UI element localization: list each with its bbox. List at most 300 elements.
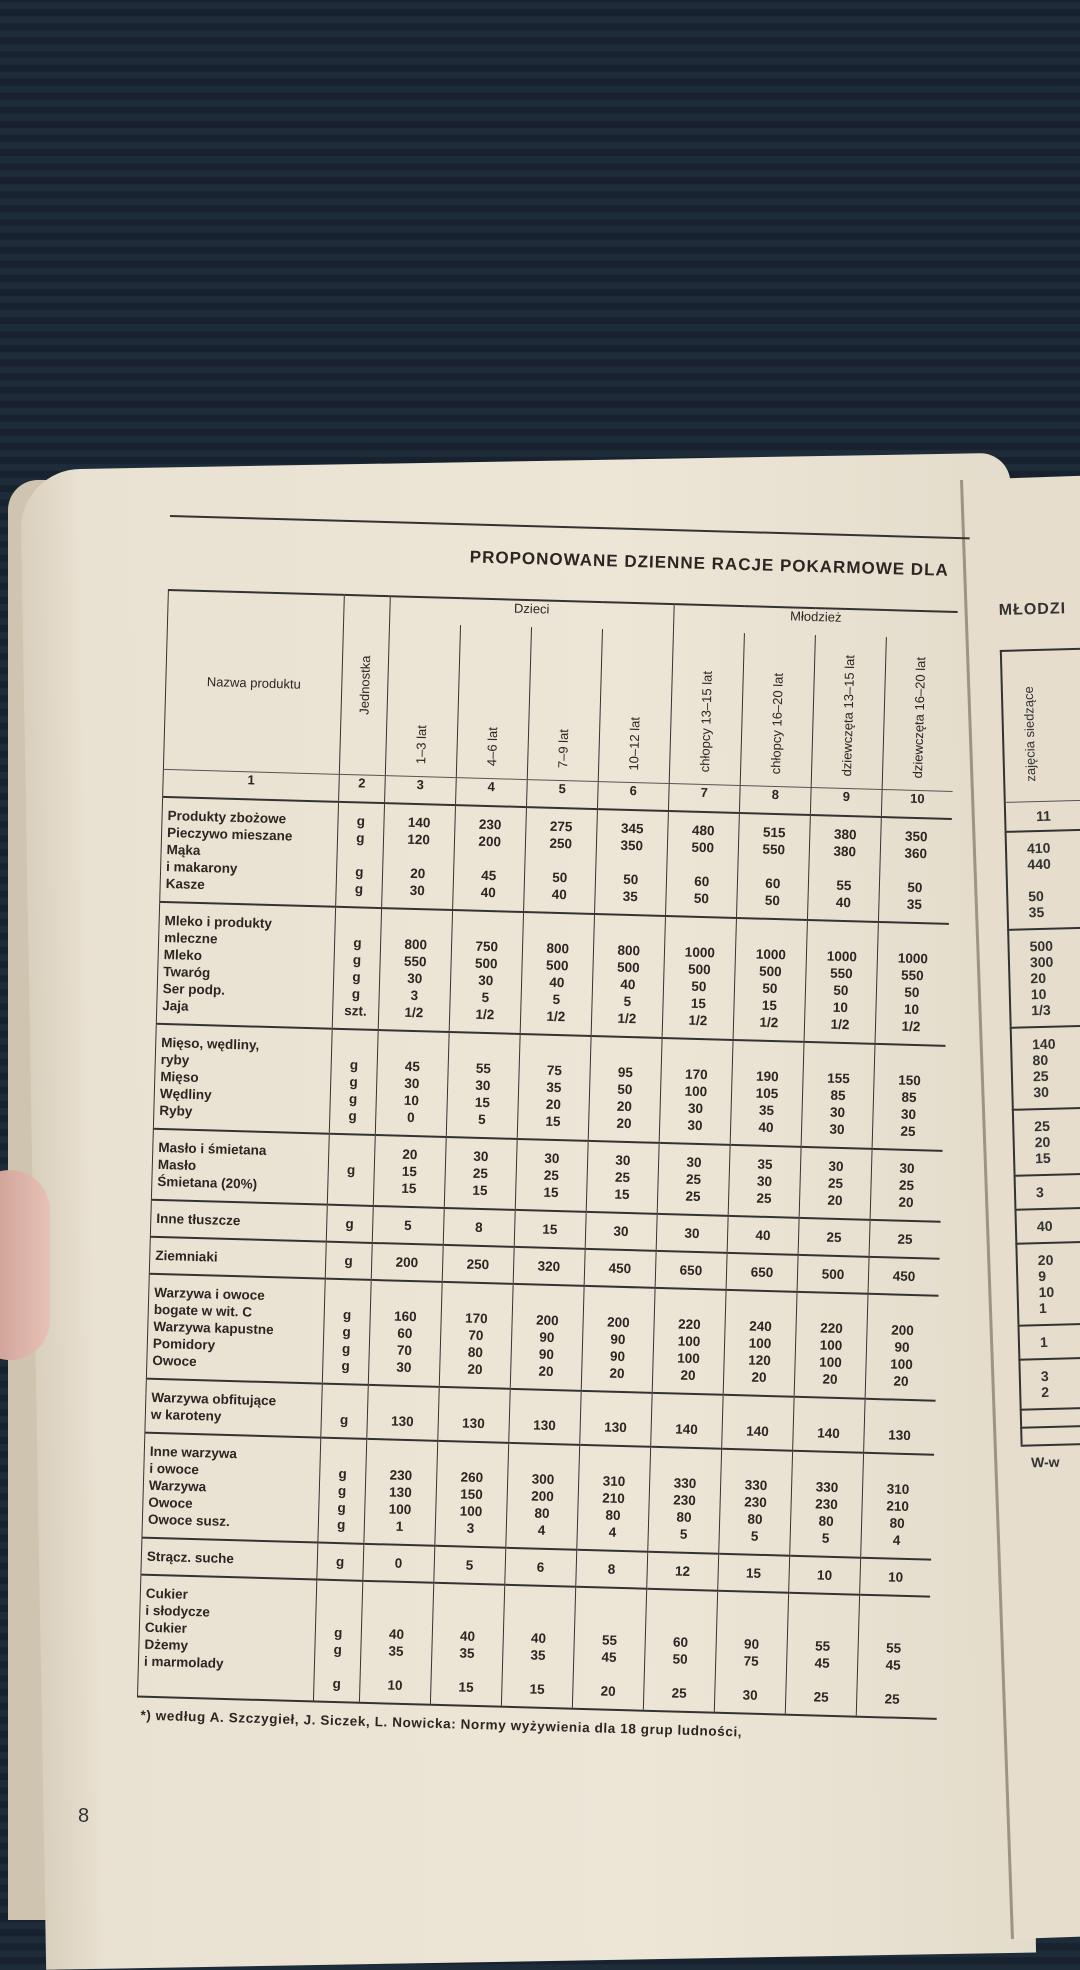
value: 35 <box>530 1647 546 1663</box>
unit-cell <box>327 1134 375 1206</box>
product-name-cell <box>151 1129 329 1205</box>
right-column-values: 140 80 25 30 <box>1010 1023 1080 1109</box>
unit <box>335 917 380 935</box>
unit: g <box>356 830 365 846</box>
value: 75 <box>743 1653 759 1669</box>
header-column <box>811 635 886 789</box>
value: 350 <box>904 828 928 845</box>
unit: g <box>336 1517 346 1533</box>
value-cell <box>656 1214 728 1253</box>
unit <box>316 1607 361 1625</box>
table-row-group <box>138 1575 931 1718</box>
value: 20 <box>893 1373 909 1389</box>
value: 55 <box>836 877 852 894</box>
value: 3 <box>410 987 419 1004</box>
value: 80 <box>747 1511 763 1527</box>
value <box>510 1399 580 1418</box>
value: 15 <box>401 1180 417 1197</box>
value: 100 <box>684 1083 708 1100</box>
value: 50 <box>623 871 639 888</box>
unit <box>315 1657 360 1675</box>
value: 90 <box>610 1331 626 1348</box>
value <box>504 1612 574 1631</box>
value: 20 <box>467 1361 483 1378</box>
value <box>662 1048 732 1067</box>
product-name: Mleko i produkty <box>164 913 273 932</box>
value: 1/2 <box>688 1012 708 1029</box>
value <box>726 1300 796 1319</box>
value-cell <box>799 1147 872 1220</box>
value: 5 <box>552 991 561 1008</box>
value: 5 <box>477 1111 486 1128</box>
value: 100 <box>677 1333 701 1350</box>
unit: g <box>355 864 364 880</box>
value: 240 <box>748 1318 772 1335</box>
product-name-cell <box>153 1024 332 1134</box>
value: 80 <box>534 1505 550 1521</box>
value <box>717 1618 787 1637</box>
value <box>792 1461 862 1480</box>
value-cell <box>579 1391 652 1447</box>
value: 30 <box>687 1100 704 1117</box>
value: 1/2 <box>404 1004 424 1021</box>
product-name: ryby <box>160 1051 190 1068</box>
unit: g <box>352 969 361 985</box>
value <box>863 1463 933 1482</box>
value <box>513 1294 583 1313</box>
unit <box>328 1178 373 1196</box>
value <box>433 1610 503 1629</box>
value: 480 <box>691 822 715 839</box>
value: 90 <box>894 1339 910 1355</box>
header-unit-label: Jednostka <box>356 655 373 716</box>
value-cell <box>368 1280 442 1387</box>
value: 500 <box>687 961 711 978</box>
product-name: Twaróg <box>163 963 211 981</box>
value: 5 <box>465 1557 474 1573</box>
value: 10 <box>887 1569 904 1585</box>
product-name: Produkty zbożowe <box>167 808 287 827</box>
unit: g <box>333 1625 343 1641</box>
value <box>786 1671 856 1690</box>
value-cell <box>514 1210 586 1249</box>
value <box>797 1302 867 1321</box>
value-cell <box>446 1032 520 1139</box>
product-name: i makarony <box>165 859 238 877</box>
value <box>362 1608 432 1627</box>
value: 200 <box>891 1322 914 1339</box>
value: 40 <box>388 1626 405 1642</box>
value: 3 <box>466 1520 475 1536</box>
value-cell <box>785 1593 859 1716</box>
value: 15 <box>690 995 707 1012</box>
value: 650 <box>750 1264 774 1281</box>
value: 140 <box>675 1421 698 1438</box>
value-cell <box>730 1040 804 1147</box>
value: 30 <box>615 1152 631 1169</box>
value-cell <box>650 1393 723 1449</box>
value: 800 <box>404 936 428 953</box>
value-cell <box>359 1581 433 1704</box>
value: 30 <box>478 972 494 989</box>
value <box>646 1616 716 1635</box>
value: 120 <box>748 1352 771 1369</box>
value <box>437 1451 507 1470</box>
value-cell <box>728 1145 801 1218</box>
value: 25 <box>756 1190 772 1207</box>
value: 5 <box>750 1528 759 1544</box>
value <box>738 857 808 876</box>
value-cell <box>513 1247 585 1286</box>
value: 220 <box>820 1320 843 1337</box>
value: 320 <box>537 1258 561 1275</box>
value <box>880 861 950 880</box>
value-cell <box>872 1044 945 1151</box>
value: 50 <box>691 978 707 995</box>
product-name-cell <box>138 1575 317 1701</box>
value <box>715 1669 785 1688</box>
value-cell <box>442 1245 514 1284</box>
value: 45 <box>404 1058 421 1075</box>
value: 1/2 <box>901 1018 921 1035</box>
unit: g <box>354 881 364 897</box>
value: 30 <box>473 1148 489 1165</box>
value <box>652 1403 722 1422</box>
value: 20 <box>822 1371 838 1387</box>
value: 230 <box>744 1494 768 1511</box>
value: 35 <box>757 1156 773 1173</box>
value: 12 <box>674 1563 691 1579</box>
value <box>362 1591 432 1610</box>
header-column <box>598 629 673 783</box>
value: 30 <box>686 1154 702 1171</box>
value: 30 <box>407 970 423 987</box>
value-cell <box>801 1042 875 1149</box>
value-cell <box>878 817 951 924</box>
value-cell <box>662 916 736 1040</box>
value <box>371 1290 441 1309</box>
value <box>736 928 806 947</box>
value <box>504 1595 574 1614</box>
unit <box>337 846 382 864</box>
value-cell <box>437 1387 510 1443</box>
value-cell <box>727 1216 799 1255</box>
value: 80 <box>676 1509 692 1525</box>
value: 35 <box>622 888 639 905</box>
value <box>804 1052 874 1071</box>
value: 230 <box>478 816 502 833</box>
product-name: Pieczywo mieszane <box>166 825 293 844</box>
value-cell <box>861 1453 934 1560</box>
right-column-values: 500 300 20 10 1/3 <box>1007 925 1080 1027</box>
value: 250 <box>466 1256 490 1273</box>
header-column-label: 1–3 lat <box>413 724 430 765</box>
header-column-number: 8 <box>739 786 811 815</box>
header-youth: Młodzież <box>673 604 957 639</box>
value: 300 <box>531 1471 555 1488</box>
unit: g <box>342 1307 352 1323</box>
unit: g <box>349 1057 359 1073</box>
header-column-number: 10 <box>881 789 952 818</box>
value: 25 <box>671 1685 687 1701</box>
value: 50 <box>617 1081 633 1098</box>
unit-cell <box>329 1029 378 1135</box>
value <box>366 1449 436 1468</box>
right-column-values: 3 2 <box>1018 1355 1080 1409</box>
header-column-number: 7 <box>668 784 740 813</box>
table-container <box>136 515 969 1745</box>
product-name: Mięso <box>160 1068 199 1086</box>
header-column-label: chłopcy 13–15 lat <box>697 670 716 773</box>
unit: g <box>345 1216 354 1232</box>
value: 20 <box>616 1098 633 1115</box>
value: 50 <box>904 984 920 1001</box>
value: 190 <box>755 1068 779 1085</box>
value: 40 <box>551 886 568 903</box>
value <box>442 1292 512 1311</box>
right-column-values: 40 <box>1014 1205 1080 1243</box>
value-cell <box>591 914 665 1038</box>
value: 40 <box>549 974 565 991</box>
value <box>383 847 453 866</box>
value: 30 <box>742 1687 758 1703</box>
product-name: Warzywa i owoce <box>154 1284 265 1303</box>
value: 30 <box>613 1223 629 1240</box>
unit: g <box>344 1253 353 1269</box>
value: 60 <box>765 875 781 892</box>
value-cell <box>719 1449 793 1556</box>
value: 330 <box>744 1477 768 1494</box>
value: 5 <box>623 993 632 1010</box>
value-cell <box>655 1251 727 1290</box>
value <box>508 1453 578 1472</box>
value: 130 <box>604 1419 627 1436</box>
value: 55 <box>814 1638 831 1654</box>
value: 100 <box>459 1503 483 1520</box>
value: 15 <box>745 1565 762 1581</box>
value: 35 <box>906 896 923 913</box>
value: 800 <box>546 940 570 957</box>
value: 1/2 <box>546 1008 566 1025</box>
value: 40 <box>755 1227 771 1244</box>
value: 275 <box>549 818 573 835</box>
product-name: Ryby <box>159 1102 193 1119</box>
value <box>875 1054 945 1073</box>
value: 35 <box>546 1079 562 1096</box>
product-name <box>143 1670 313 1692</box>
value: 130 <box>888 1427 912 1444</box>
header-column-label: 10–12 lat <box>626 716 643 771</box>
value-cell <box>517 1034 591 1141</box>
value: 330 <box>673 1475 697 1492</box>
value <box>788 1603 858 1622</box>
value: 4 <box>537 1522 546 1538</box>
value: 155 <box>826 1070 850 1087</box>
header-column-label: dziewczęta 13–15 lat <box>839 654 858 777</box>
value: 20 <box>545 1096 562 1113</box>
value: 20 <box>898 1194 914 1211</box>
product-name-cell <box>160 797 339 907</box>
value: 90 <box>609 1348 626 1365</box>
value: 90 <box>743 1636 760 1652</box>
value: 550 <box>403 953 427 970</box>
value: 330 <box>815 1479 839 1496</box>
value <box>650 1457 720 1476</box>
value: 50 <box>762 980 778 997</box>
product-name: Owoce <box>148 1494 193 1512</box>
right-page-title: MŁODZI <box>998 600 1067 619</box>
value <box>520 1044 590 1063</box>
value: 40 <box>530 1630 547 1646</box>
value: 220 <box>677 1316 701 1333</box>
unit-cell <box>322 1279 371 1385</box>
value: 130 <box>532 1417 556 1434</box>
value: 55 <box>601 1632 618 1648</box>
unit: g <box>356 813 366 829</box>
value: 80 <box>889 1515 905 1531</box>
value: 100 <box>388 1501 412 1518</box>
value: 170 <box>464 1310 488 1327</box>
value: 500 <box>758 963 782 980</box>
value: 15 <box>614 1186 630 1203</box>
value <box>809 859 879 878</box>
value: 25 <box>685 1171 702 1188</box>
value: 35 <box>459 1645 475 1661</box>
value: 10 <box>816 1567 833 1583</box>
value: 40 <box>459 1628 476 1644</box>
value <box>433 1593 503 1612</box>
unit: g <box>332 1675 342 1692</box>
unit: g <box>352 952 362 968</box>
header-unit <box>339 595 390 776</box>
value: 1000 <box>684 944 716 961</box>
value: 30 <box>899 1160 915 1177</box>
value-cell <box>501 1585 575 1708</box>
value-cell <box>657 1143 730 1216</box>
value-cell <box>575 1550 647 1589</box>
value-cell <box>371 1243 443 1282</box>
value-cell <box>452 805 526 912</box>
value-cell <box>798 1218 870 1257</box>
value: 8 <box>474 1219 483 1236</box>
value-cell <box>875 922 949 1046</box>
value: 70 <box>468 1327 484 1344</box>
value: 30 <box>829 1104 846 1121</box>
value: 75 <box>546 1062 563 1079</box>
value-cell <box>375 1030 449 1137</box>
header-column <box>385 623 460 777</box>
header-column-number: 4 <box>455 778 527 807</box>
value <box>857 1673 927 1692</box>
value: 350 <box>620 837 644 854</box>
product-name-cell <box>156 902 335 1029</box>
value <box>454 849 524 868</box>
value: 25 <box>827 1175 844 1192</box>
product-name-cell <box>150 1200 327 1242</box>
value: 95 <box>617 1064 634 1081</box>
value <box>594 924 664 943</box>
value: 60 <box>694 873 710 890</box>
value: 130 <box>388 1484 412 1501</box>
value-cell <box>362 1544 434 1583</box>
value-cell <box>366 1385 439 1441</box>
value: 4 <box>608 1524 617 1540</box>
unit: g <box>341 1358 350 1374</box>
value-cell <box>515 1139 588 1212</box>
value <box>807 930 877 949</box>
value: 1/2 <box>759 1014 779 1031</box>
unit: g <box>348 1091 358 1107</box>
product-name: Ziemniaki <box>155 1247 218 1265</box>
value: 1000 <box>826 948 858 965</box>
value: 45 <box>885 1657 901 1673</box>
product-name: Ser podp. <box>162 980 226 998</box>
value: 310 <box>602 1473 626 1490</box>
value: 30 <box>900 1106 917 1123</box>
value <box>865 1409 935 1428</box>
value: 120 <box>407 831 431 848</box>
value: 25 <box>900 1123 916 1140</box>
value-cell <box>794 1292 868 1399</box>
value <box>431 1661 501 1680</box>
value <box>733 1050 803 1069</box>
header-column-number: 6 <box>597 782 669 811</box>
value: 45 <box>601 1649 617 1665</box>
value: 4 <box>892 1532 901 1548</box>
value: 210 <box>886 1498 910 1515</box>
value-cell <box>572 1587 646 1710</box>
product-name: Owoce susz. <box>147 1511 230 1530</box>
right-column-values: 20 9 10 1 <box>1015 1239 1080 1325</box>
value <box>859 1605 929 1624</box>
value: 25 <box>685 1188 701 1205</box>
unit: g <box>341 1341 351 1357</box>
value <box>579 1455 649 1474</box>
value: 50 <box>672 1651 688 1667</box>
value: 40 <box>620 976 636 993</box>
value: 35 <box>758 1102 775 1119</box>
product-name: Warzywa kapustne <box>153 1318 274 1338</box>
value: 15 <box>761 997 778 1014</box>
unit: g <box>353 935 362 951</box>
page-title: PROPONOWANE DZIENNE RACJE POKARMOWE DLA <box>469 547 950 580</box>
value: 1/2 <box>617 1010 637 1027</box>
value-cell <box>577 1445 651 1552</box>
value <box>665 926 735 945</box>
value: 200 <box>395 1254 419 1271</box>
value: 30 <box>404 1075 420 1092</box>
value-cell <box>723 1290 797 1397</box>
value: 25 <box>614 1169 631 1186</box>
value <box>575 1597 645 1616</box>
value <box>452 920 522 939</box>
value: 50 <box>907 879 923 896</box>
value <box>859 1622 929 1641</box>
value: 5 <box>821 1530 830 1546</box>
value <box>667 855 737 874</box>
value: 170 <box>684 1066 708 1083</box>
value: 15 <box>458 1679 474 1695</box>
value: 25 <box>898 1177 915 1194</box>
right-column-values: 3 <box>1014 1171 1080 1209</box>
value <box>655 1298 725 1317</box>
value: 10 <box>387 1677 403 1693</box>
right-column-values <box>1020 1423 1080 1445</box>
value-cell <box>586 1141 659 1214</box>
product-name: Mąka <box>166 842 201 858</box>
value: 30 <box>756 1173 773 1190</box>
value <box>439 1397 509 1416</box>
